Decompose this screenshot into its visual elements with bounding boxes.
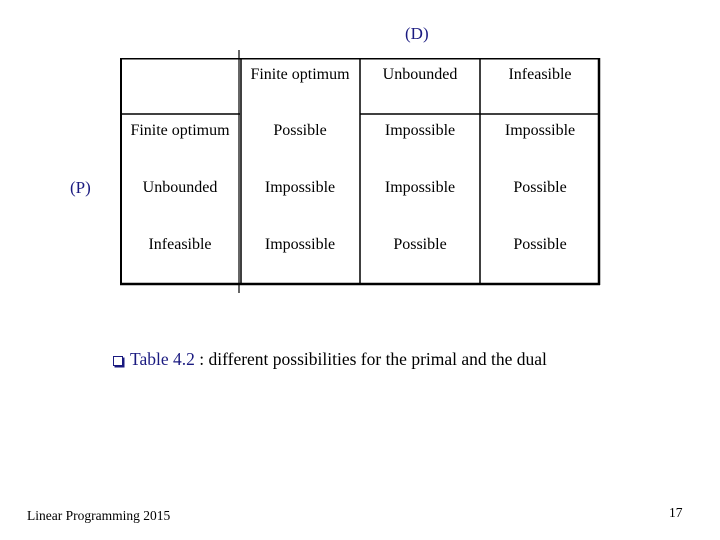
table-cell: Impossible <box>264 179 336 196</box>
row-header-infeasible: Infeasible <box>148 236 212 253</box>
footer-text: Linear Programming 2015 <box>27 508 171 523</box>
table-cell: Impossible <box>384 179 456 196</box>
col-header-infeasible: Infeasible <box>508 66 572 83</box>
possibilities-table <box>120 58 600 285</box>
dual-label: (D) <box>405 24 429 43</box>
table-cell: Possible <box>393 236 447 253</box>
primal-label: (P) <box>70 178 91 197</box>
square-bullet-icon <box>113 356 123 366</box>
table-caption <box>113 349 547 370</box>
table-cell: Impossible <box>504 122 576 139</box>
col-header-finite-optimum: Finite optimum <box>250 66 350 83</box>
table-cell: Impossible <box>384 122 456 139</box>
caption-table-ref: Table 4.2 <box>130 349 195 369</box>
col-header-unbounded: Unbounded <box>382 66 458 83</box>
table-cell: Impossible <box>264 236 336 253</box>
row-header-unbounded: Unbounded <box>142 179 218 196</box>
table-cell: Possible <box>513 236 567 253</box>
page-number: 17 <box>669 505 683 520</box>
table-cell: Possible <box>513 179 567 196</box>
row-header-finite-optimum: Finite optimum <box>130 122 230 139</box>
table-cell: Possible <box>273 122 327 139</box>
caption-text: : different possibilities for the primal and the dual <box>194 349 547 369</box>
